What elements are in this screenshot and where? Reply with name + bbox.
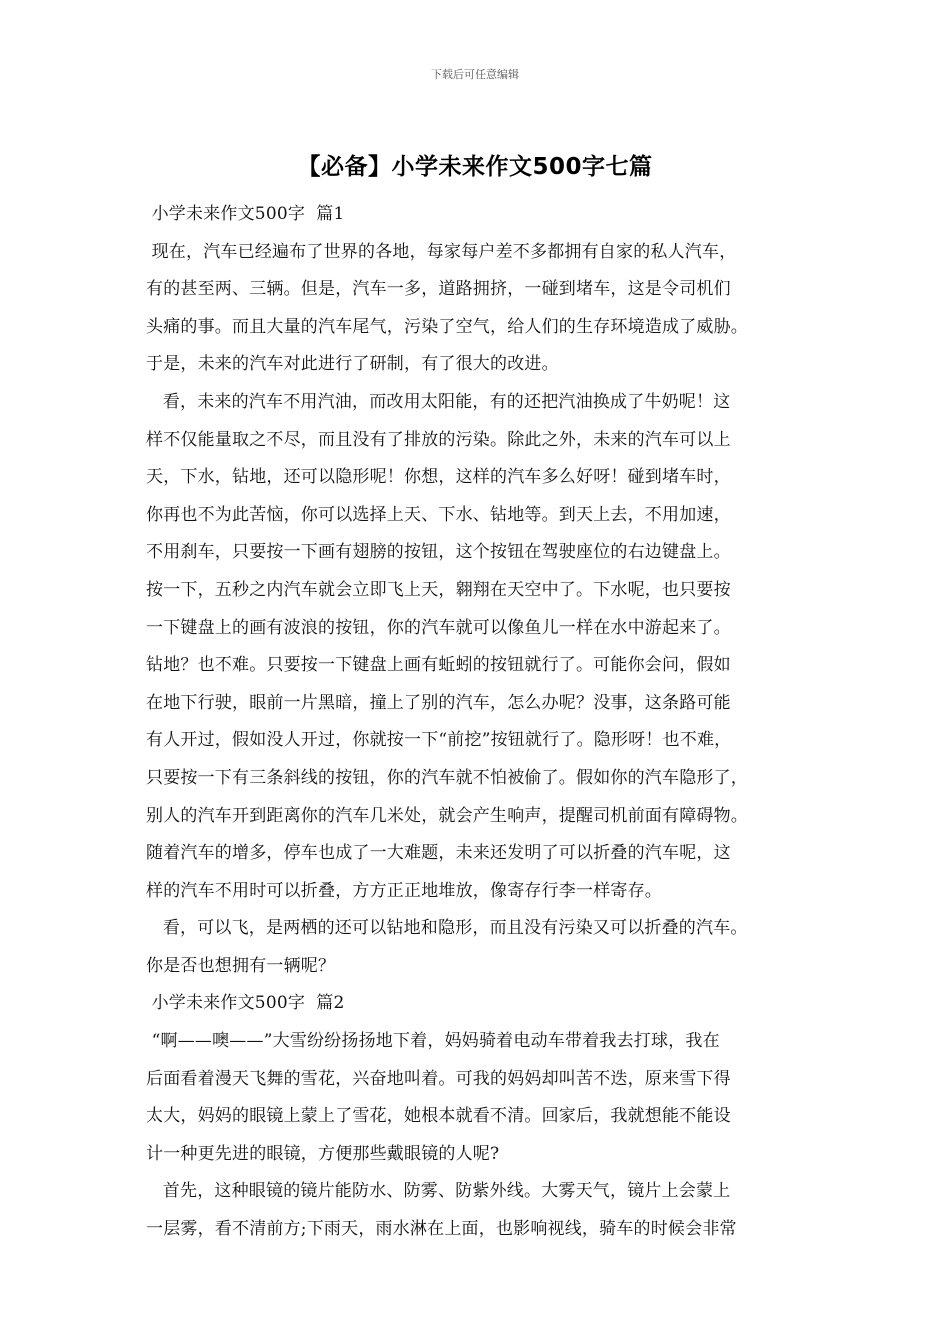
text-line: 你再也不为此苦恼，你可以选择上天、下水、钻地等。到天上去，不用加速， xyxy=(146,504,731,525)
text-line: 不用刹车，只要按一下画有翅膀的按钮，这个按钮在驾驶座位的右边键盘上。 xyxy=(146,542,731,563)
text-line: 你是否也想拥有一辆呢？ xyxy=(146,955,336,976)
text-line: 在地下行驶，眼前一片黑暗，撞上了别的汽车，怎么办呢？没事，这条路可能 xyxy=(146,692,731,713)
text-line: 首先，这种眼镜的镜片能防水、防雾、防紫外线。大雾天气，镜片上会蒙上 xyxy=(146,1181,731,1202)
text-line: 只要按一下有三条斜线的按钮，你的汽车就不怕被偷了。假如你的汽车隐形了， xyxy=(146,767,748,788)
text-line: 钻地？也不难。只要按一下键盘上画有蚯蚓的按钮就行了。可能你会问，假如 xyxy=(146,655,731,676)
document-body xyxy=(146,196,826,1249)
text-line: “啊——噢——”大雪纷纷扬扬地下着，妈妈骑着电动车带着我去打球，我在 xyxy=(146,1031,720,1052)
text-line: 计一种更先进的眼镜，方便那些戴眼镜的人呢? xyxy=(146,1143,500,1164)
text-line: 样不仅能量取之不尽，而且没有了排放的污染。除此之外，未来的汽车可以上 xyxy=(146,429,731,450)
text-line: 现在，汽车已经遍布了世界的各地，每家每户差不多都拥有自家的私人汽车， xyxy=(146,241,737,262)
text-line: 随着汽车的增多，停车也成了一大难题，未来还发明了可以折叠的汽车呢，这 xyxy=(146,843,731,864)
text-line: 有的甚至两、三辆。但是，汽车一多，道路拥挤，一碰到堵车，这是令司机们 xyxy=(146,279,731,300)
text-line: 后面看着漫天飞舞的雪花，兴奋地叫着。可我的妈妈却叫苦不迭，原来雪下得 xyxy=(146,1068,731,1089)
text-line: 头痛的事。而且大量的汽车尾气，污染了空气，给人们的生存环境造成了威胁。 xyxy=(146,316,748,337)
header-note: 下载后可任意编辑 xyxy=(431,68,519,81)
text-line: 有人开过，假如没人开过，你就按一下“前挖”按钮就行了。隐形呀！也不难， xyxy=(146,730,732,751)
text-line: 太大，妈妈的眼镜上蒙上了雪花，她根本就看不清。回家后，我就想能不能设 xyxy=(146,1106,731,1127)
text-line: 天，下水，钻地，还可以隐形呢！你想，这样的汽车多么好呀！碰到堵车时， xyxy=(146,467,731,488)
text-line: 小学未来作文500字 篇2 xyxy=(146,993,345,1014)
text-line: 小学未来作文500字 篇1 xyxy=(146,204,345,224)
text-line: 别人的汽车开到距离你的汽车几米处，就会产生响声，提醒司机前面有障碍物。 xyxy=(146,805,748,826)
document-title: 【必备】小学未来作文500字七篇 xyxy=(297,154,653,180)
text-line: 样的汽车不用时可以折叠，方方正正地堆放，像寄存行李一样寄存。 xyxy=(146,880,662,901)
text-line: 看，未来的汽车不用汽油，而改用太阳能，有的还把汽油换成了牛奶呢！这 xyxy=(146,391,731,412)
text-line: 于是，未来的汽车对此进行了研制，有了很大的改进。 xyxy=(146,354,559,375)
text-line: 一层雾，看不清前方;下雨天，雨水淋在上面，也影响视线，骑车的时候会非常 xyxy=(146,1219,737,1240)
text-line: 看，可以飞，是两栖的还可以钻地和隐形，而且没有污染又可以折叠的汽车。 xyxy=(146,918,748,939)
text-line: 一下键盘上的画有波浪的按钮，你的汽车就可以像鱼儿一样在水中游起来了。 xyxy=(146,617,731,638)
text-line: 按一下，五秒之内汽车就会立即飞上天，翱翔在天空中了。下水呢，也只要按 xyxy=(146,579,731,600)
